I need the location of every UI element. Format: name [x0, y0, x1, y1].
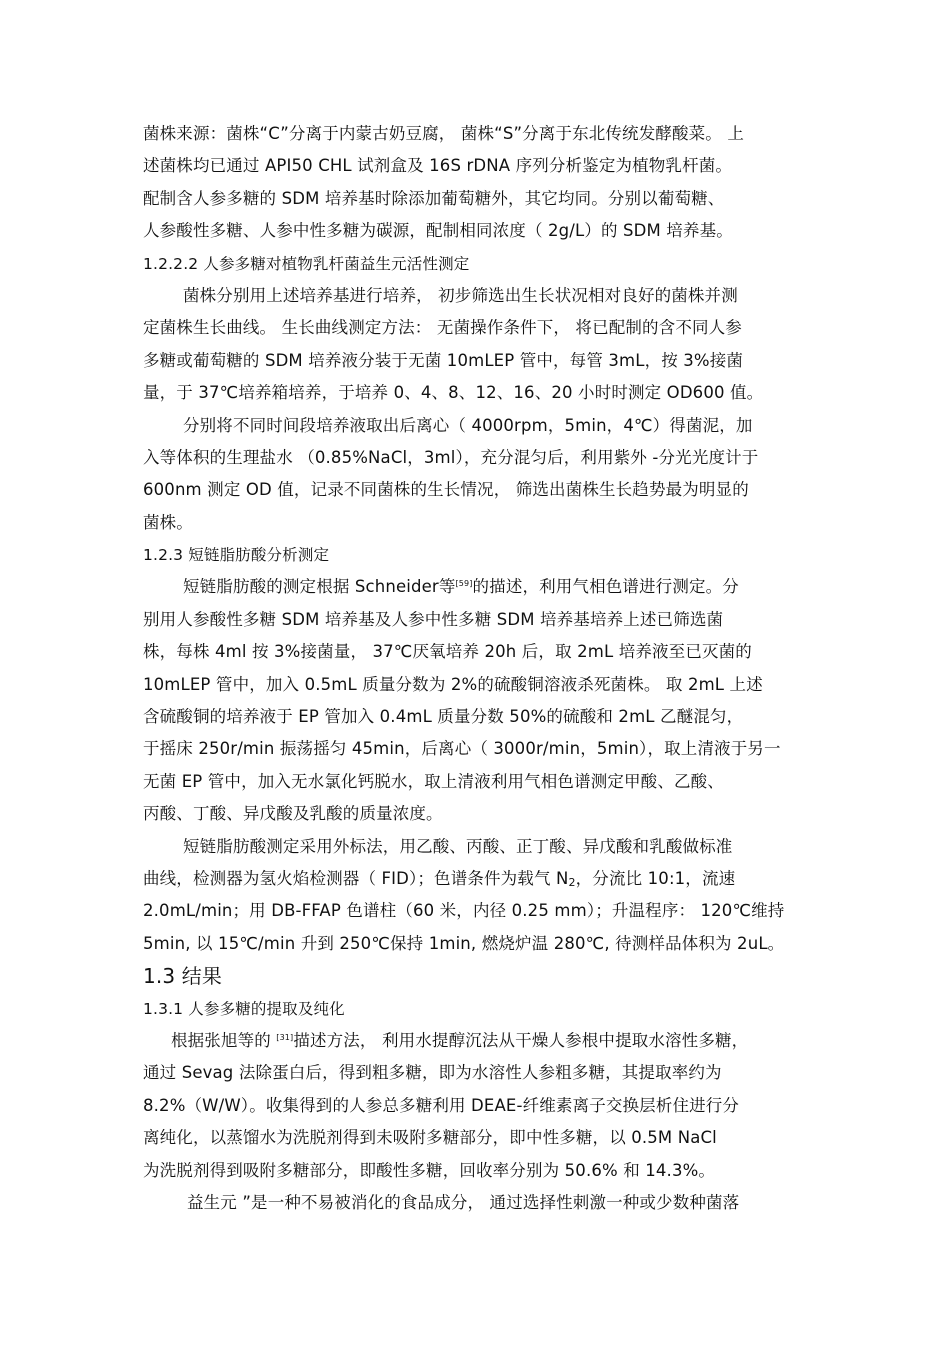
- text-line: 丙酸、丁酸、异戊酸及乳酸的质量浓度。: [143, 804, 443, 824]
- text-line: 无菌 EP 管中，加入无水氯化钙脱水，取上清液利用气相色谱测定甲酸、乙酸、: [143, 771, 724, 791]
- text-span: 根据张旭等的: [171, 1030, 277, 1050]
- text-line: [143, 863, 813, 895]
- text-line: 定菌株生长曲线。 生长曲线测定方法： 无菌操作条件下， 将已配制的含不同人参: [143, 318, 742, 338]
- text-line: 5min, 以 15℃/min 升到 250℃保持 1min, 燃烧炉温 280℃, 待测样品体积为 2uL。: [143, 933, 785, 953]
- text-line: 离纯化，以蒸馏水为洗脱剂得到未吸附多糖部分，即中性多糖，以 0.5M NaCl: [143, 1128, 717, 1148]
- text-line: 菌株来源：菌株“C”分离于内蒙古奶豆腐， 菌株“S”分离于东北传统发酵酸菜。 上: [143, 124, 744, 143]
- text-line: 分别将不同时间段培养液取出后离心（ 4000rpm，5min，4℃）得菌泥，加: [183, 415, 753, 435]
- text-line: [143, 1025, 813, 1057]
- text-line: 述菌株均已通过 API50 CHL 试剂盒及 16S rDNA 序列分析鉴定为植物乳杆菌。: [143, 156, 733, 176]
- citation-ref: [31]: [276, 1032, 294, 1042]
- text-line: 量，于 37℃培养箱培养，于培养 0、4、8、12、16、20 小时时测定 OD600 值。: [143, 383, 764, 403]
- text-line: 短链脂肪酸测定采用外标法，用乙酸、丙酸、正丁酸、异戊酸和乳酸做标准: [183, 836, 733, 856]
- text-line: 于摇床 250r/min 振荡摇匀 45min，后离心（ 3000r/min，5min），取上清液于另一: [143, 739, 781, 759]
- citation-ref: [59]: [455, 579, 473, 589]
- subscript: 2: [568, 875, 576, 889]
- text-span: 的描述，利用气相色谱进行测定。分: [472, 577, 739, 597]
- text-line: 人参酸性多糖、人参中性多糖为碳源，配制相同浓度（ 2g/L）的 SDM 培养基。: [143, 221, 733, 241]
- text-line: 多糖或葡萄糖的 SDM 培养液分装于无菌 10mLEP 管中，每管 3mL，按 3%接菌: [143, 350, 744, 370]
- text-span: 短链脂肪酸的测定根据 Schneider等: [183, 577, 456, 597]
- text-line: 8.2%（W/W）。收集得到的人参总多糖利用 DEAE-纤维素离子交换层析住进行分: [143, 1095, 740, 1115]
- text-line: 入等体积的生理盐水 （0.85%NaCl，3ml），充分混匀后，利用紫外 -分光光度计于: [143, 447, 759, 467]
- text-line: 2.0mL/min；用 DB-FFAP 色谱柱（60 米，内径 0.25 mm）；升温程序： 120℃维持: [143, 901, 785, 921]
- text-line: 配制含人参多糖的 SDM 培养基时除添加葡萄糖外，其它均同。分别以葡萄糖、: [143, 188, 725, 208]
- text-span: 描述方法， 利用水提醇沉法从干燥人参根中提取水溶性多糖，: [293, 1030, 749, 1050]
- text-line: 株，每株 4ml 按 3%接菌量， 37℃厌氧培养 20h 后，取 2mL 培养液至已灭菌的: [143, 642, 752, 662]
- text-line: 为洗脱剂得到吸附多糖部分，即酸性多糖，回收率分别为 50.6% 和 14.3%。: [143, 1160, 716, 1180]
- text-line: 别用人参酸性多糖 SDM 培养基及人参中性多糖 SDM 培养基培养上述已筛选菌: [143, 609, 724, 629]
- document-page: [143, 118, 813, 1219]
- section-heading-1-3: 1.3 结果: [143, 964, 223, 989]
- section-heading-1-2-3: 1.2.3 短链脂肪酸分析测定: [143, 546, 330, 565]
- text-span: 曲线，检测器为氢火焰检测器（ FID）；色谱条件为载气 N: [143, 868, 569, 888]
- text-line: 菌株。: [143, 512, 193, 532]
- text-line: 600nm 测定 OD 值，记录不同菌株的生长情况， 筛选出菌株生长趋势最为明显的: [143, 480, 749, 500]
- text-span: ，分流比 10:1，流速: [575, 868, 736, 888]
- text-line: 菌株分别用上述培养基进行培养， 初步筛选出生长状况相对良好的菌株并测: [183, 285, 738, 305]
- text-line: 10mLEP 管中，加入 0.5mL 质量分数为 2%的硫酸铜溶液杀死菌株。 取 2mL 上述: [143, 674, 763, 694]
- section-heading-1-2-2-2: 1.2.2.2 人参多糖对植物乳杆菌益生元活性测定: [143, 254, 470, 273]
- text-line: [143, 571, 813, 603]
- text-line: 益生元 ”是一种不易被消化的食品成分， 通过选择性刺激一种或少数种菌落: [187, 1192, 740, 1212]
- text-line: 通过 Sevag 法除蛋白后，得到粗多糖，即为水溶性人参粗多糖，其提取率约为: [143, 1063, 722, 1083]
- section-heading-1-3-1: 1.3.1 人参多糖的提取及纯化: [143, 999, 345, 1018]
- text-line: 含硫酸铜的培养液于 EP 管加入 0.4mL 质量分数 50%的硫酸和 2mL 乙醚混匀，: [143, 707, 744, 727]
